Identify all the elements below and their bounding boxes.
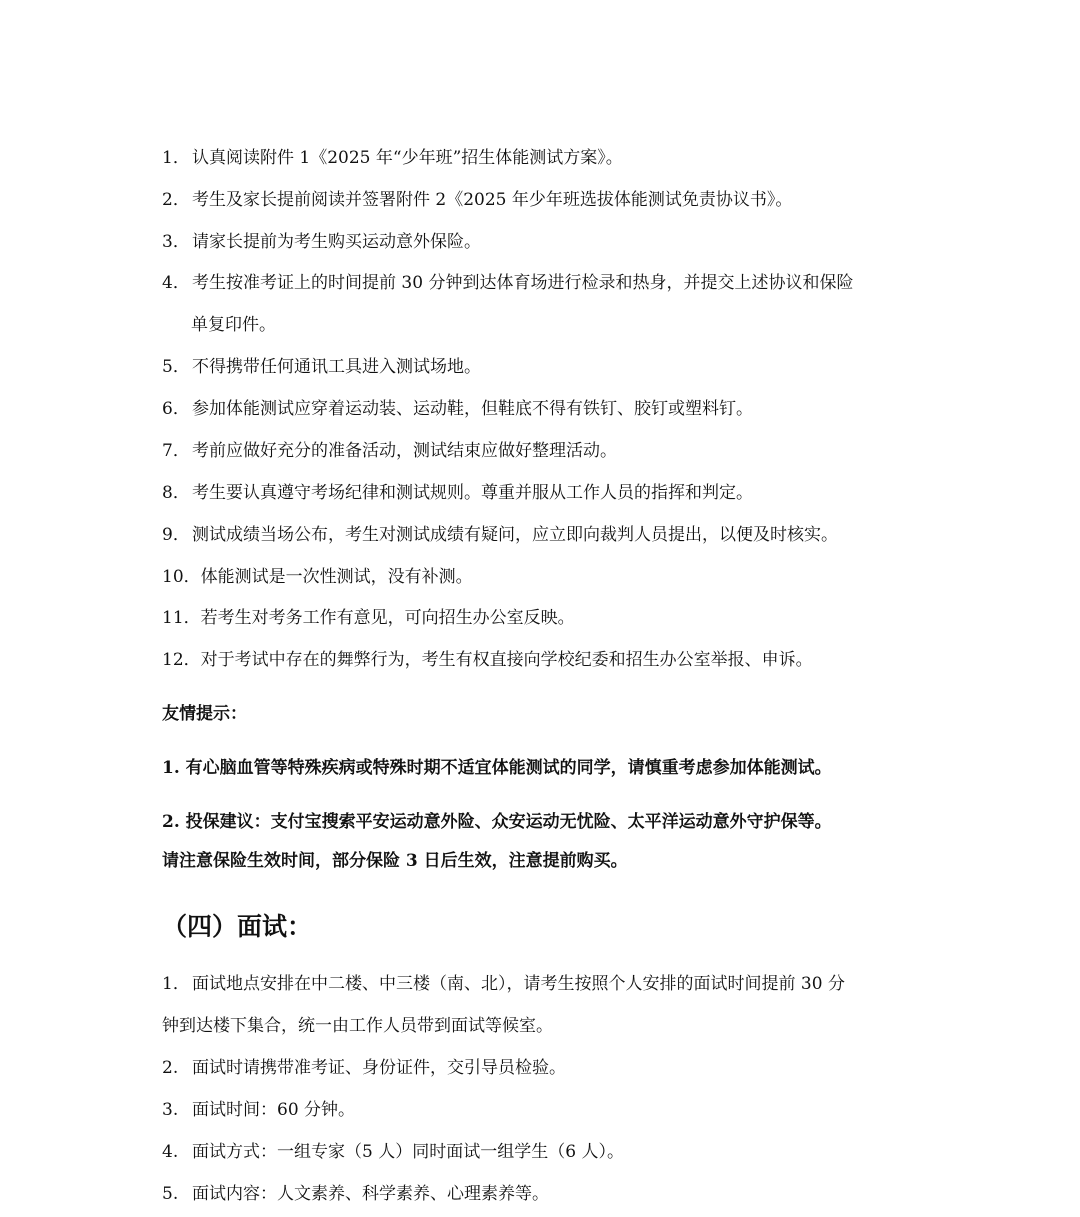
section-heading-interview: （四）面试： (162, 912, 313, 941)
tips-title: 友情提示： (162, 704, 247, 724)
rule-text: 体能测试是一次性测试，没有补测。 (200, 567, 473, 587)
rule-number: 8． (162, 483, 190, 503)
tip-number: 1. (162, 758, 180, 778)
interview-text: 面试时间：60 分钟。 (192, 1100, 356, 1120)
rule-number: 9． (162, 525, 190, 545)
rule-number: 11． (162, 608, 201, 628)
interview-item-2 (162, 1056, 566, 1080)
interview-number: 5. (162, 1184, 179, 1204)
rule-item-6 (162, 397, 753, 421)
tip-text: 有心脑血管等特殊疾病或特殊时期不适宜体能测试的同学，请慎重考虑参加体能测试。 (185, 758, 832, 778)
interview-text: 面试地点安排在中二楼、中三楼（南、北），请考生按照个人安排的面试时间提前 30 分 (192, 974, 845, 994)
rule-number: 4． (162, 273, 190, 293)
rule-item-1 (162, 146, 623, 170)
interview-number: 1． (162, 974, 190, 994)
rule-item-7 (162, 439, 617, 463)
interview-number: 4. (162, 1142, 179, 1162)
rule-text: 对于考试中存在的舞弊行为，考生有权直接向学校纪委和招生办公室举报、申诉。 (200, 650, 813, 670)
rule-text: 若考生对考务工作有意见，可向招生办公室反映。 (200, 608, 575, 628)
rule-text: 考生要认真遵守考场纪律和测试规则。尊重并服从工作人员的指挥和判定。 (192, 483, 753, 503)
rule-number: 3． (162, 232, 190, 252)
rule-item-8 (162, 481, 753, 505)
interview-item-5 (162, 1182, 549, 1206)
tip-item-2-continuation: 请注意保险生效时间，部分保险 3 日后生效，注意提前购买。 (162, 851, 628, 871)
rule-text: 考生按准考证上的时间提前 30 分钟到达体育场进行检录和热身，并提交上述协议和保险 (192, 273, 854, 293)
rule-number: 6． (162, 399, 190, 419)
interview-item-1-continuation: 钟到达楼下集合，统一由工作人员带到面试等候室。 (162, 1016, 553, 1036)
rule-number: 5． (162, 357, 190, 377)
interview-number: 2. (162, 1058, 179, 1078)
interview-item-1 (162, 972, 845, 996)
rule-item-12 (162, 648, 813, 672)
rule-item-4 (162, 271, 853, 295)
tip-item-2 (162, 810, 832, 834)
rule-item-3 (162, 230, 481, 254)
rule-number: 10． (162, 567, 201, 587)
tip-text: 投保建议：支付宝搜索平安运动意外险、众安运动无忧险、太平洋运动意外守护保等。 (185, 812, 832, 832)
rule-text: 考前应做好充分的准备活动，测试结束应做好整理活动。 (192, 441, 617, 461)
rule-item-4-continuation: 单复印件。 (191, 315, 276, 335)
rule-item-9 (162, 523, 838, 547)
rule-text: 认真阅读附件 1《2025 年“少年班”招生体能测试方案》。 (192, 148, 623, 168)
interview-text: 面试方式：一组专家（5 人）同时面试一组学生（6 人）。 (192, 1142, 624, 1162)
interview-item-4 (162, 1140, 624, 1164)
rule-item-5 (162, 355, 481, 379)
rule-text: 不得携带任何通讯工具进入测试场地。 (192, 357, 481, 377)
rule-item-10 (162, 565, 473, 589)
rule-number: 7． (162, 441, 190, 461)
interview-item-3 (162, 1098, 355, 1122)
rule-text: 请家长提前为考生购买运动意外保险。 (192, 232, 481, 252)
rule-number: 12． (162, 650, 201, 670)
rule-text: 参加体能测试应穿着运动装、运动鞋，但鞋底不得有铁钉、胶钉或塑料钉。 (192, 399, 753, 419)
interview-text: 面试内容：人文素养、科学素养、心理素养等。 (192, 1184, 549, 1204)
rule-item-11 (162, 606, 575, 630)
rule-text: 考生及家长提前阅读并签署附件 2《2025 年少年班选拔体能测试免责协议书》。 (192, 190, 793, 210)
interview-text: 面试时请携带准考证、身份证件，交引导员检验。 (192, 1058, 566, 1078)
rule-number: 2． (162, 190, 190, 210)
rule-number: 1． (162, 148, 190, 168)
rule-item-2 (162, 188, 792, 212)
interview-number: 3. (162, 1100, 179, 1120)
tip-number: 2. (162, 812, 180, 832)
tip-item-1 (162, 756, 832, 780)
rule-text: 测试成绩当场公布，考生对测试成绩有疑问，应立即向裁判人员提出，以便及时核实。 (192, 525, 838, 545)
